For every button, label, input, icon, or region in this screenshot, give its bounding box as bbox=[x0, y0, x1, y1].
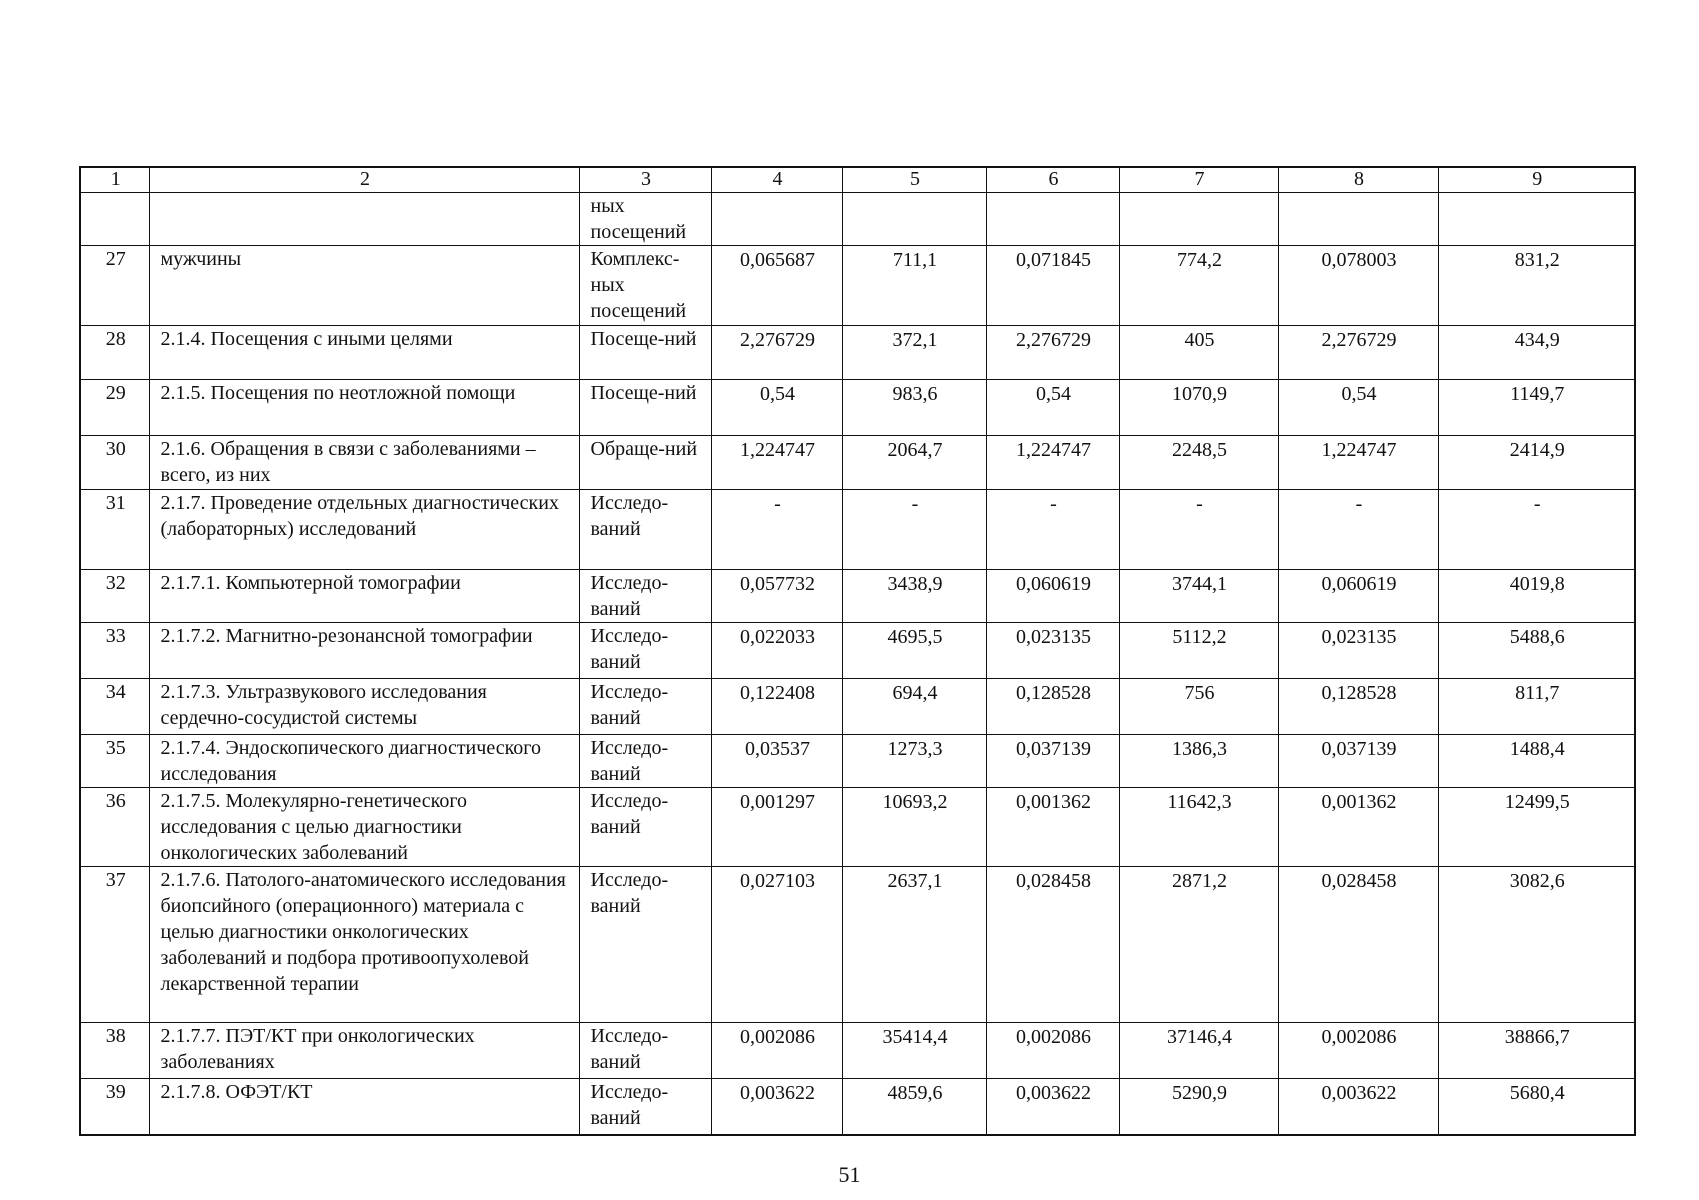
row-number: 35 bbox=[80, 735, 149, 788]
value-col-8: 0,078003 bbox=[1278, 246, 1438, 326]
value-col-4: - bbox=[711, 490, 842, 570]
row-number: 37 bbox=[80, 867, 149, 1023]
row-number: 29 bbox=[80, 380, 149, 436]
value-col-8: 0,023135 bbox=[1278, 623, 1438, 679]
column-header: 7 bbox=[1119, 167, 1278, 193]
value-col-5: 694,4 bbox=[842, 679, 986, 735]
value-col-5: 372,1 bbox=[842, 326, 986, 380]
value-col-9: 3082,6 bbox=[1438, 867, 1635, 1023]
value-col-9: 4019,8 bbox=[1438, 570, 1635, 623]
row-number: 27 bbox=[80, 246, 149, 326]
column-header: 3 bbox=[579, 167, 711, 193]
value-col-9: 12499,5 bbox=[1438, 788, 1635, 867]
value-col-7: 37146,4 bbox=[1119, 1023, 1278, 1079]
row-number: 34 bbox=[80, 679, 149, 735]
value-col-4: 0,022033 bbox=[711, 623, 842, 679]
value-col-7: 5112,2 bbox=[1119, 623, 1278, 679]
value-col-8: 0,54 bbox=[1278, 380, 1438, 436]
data-table bbox=[79, 166, 1636, 1136]
value-col-5: 711,1 bbox=[842, 246, 986, 326]
indicator-name: 2.1.7.2. Магнитно-резонансной томографии bbox=[149, 623, 579, 679]
unit-of-measure: ных посещений bbox=[579, 193, 711, 246]
page-number: 51 bbox=[838, 1162, 861, 1187]
row-number: 36 bbox=[80, 788, 149, 867]
value-col-4: 0,057732 bbox=[711, 570, 842, 623]
row-number: 32 bbox=[80, 570, 149, 623]
value-col-6: - bbox=[986, 490, 1119, 570]
value-col-8: 0,003622 bbox=[1278, 1079, 1438, 1135]
value-col-4: 1,224747 bbox=[711, 436, 842, 490]
value-col-4 bbox=[711, 193, 842, 246]
table-row bbox=[80, 1079, 1635, 1135]
row-number bbox=[80, 193, 149, 246]
value-col-4: 0,065687 bbox=[711, 246, 842, 326]
table-row bbox=[80, 193, 1635, 246]
indicator-name: 2.1.4. Посещения с иными целями bbox=[149, 326, 579, 380]
value-col-9: 5680,4 bbox=[1438, 1079, 1635, 1135]
indicator-name: 2.1.7.3. Ультразвукового исследования сердечно-сосудистой системы bbox=[149, 679, 579, 735]
unit-of-measure: Исследо-ваний bbox=[579, 1079, 711, 1135]
unit-of-measure: Исследо-ваний bbox=[579, 867, 711, 1023]
value-col-9: 434,9 bbox=[1438, 326, 1635, 380]
value-col-7: 774,2 bbox=[1119, 246, 1278, 326]
value-col-7: 11642,3 bbox=[1119, 788, 1278, 867]
value-col-5: 1273,3 bbox=[842, 735, 986, 788]
value-col-5: - bbox=[842, 490, 986, 570]
value-col-9: 5488,6 bbox=[1438, 623, 1635, 679]
value-col-5: 35414,4 bbox=[842, 1023, 986, 1079]
value-col-9: 831,2 bbox=[1438, 246, 1635, 326]
value-col-4: 0,003622 bbox=[711, 1079, 842, 1135]
value-col-6: 0,028458 bbox=[986, 867, 1119, 1023]
unit-of-measure: Исследо-ваний bbox=[579, 679, 711, 735]
value-col-5: 10693,2 bbox=[842, 788, 986, 867]
column-header: 5 bbox=[842, 167, 986, 193]
unit-of-measure: Исследо-ваний bbox=[579, 735, 711, 788]
header-row bbox=[80, 167, 1635, 193]
value-col-8: 0,002086 bbox=[1278, 1023, 1438, 1079]
value-col-5: 3438,9 bbox=[842, 570, 986, 623]
value-col-5: 4695,5 bbox=[842, 623, 986, 679]
indicator-name: 2.1.7.5. Молекулярно-генетического исследования с целью диагностики онкологических заболеваний bbox=[149, 788, 579, 867]
unit-of-measure: Исследо-ваний bbox=[579, 788, 711, 867]
value-col-7: 2248,5 bbox=[1119, 436, 1278, 490]
row-number: 39 bbox=[80, 1079, 149, 1135]
value-col-6: 0,037139 bbox=[986, 735, 1119, 788]
unit-of-measure: Исследо-ваний bbox=[579, 1023, 711, 1079]
row-number: 38 bbox=[80, 1023, 149, 1079]
unit-of-measure: Исследо-ваний bbox=[579, 623, 711, 679]
value-col-6: 0,003622 bbox=[986, 1079, 1119, 1135]
value-col-8: - bbox=[1278, 490, 1438, 570]
row-number: 30 bbox=[80, 436, 149, 490]
value-col-8: 0,128528 bbox=[1278, 679, 1438, 735]
value-col-6: 0,023135 bbox=[986, 623, 1119, 679]
table-row bbox=[80, 380, 1635, 436]
value-col-7: 1070,9 bbox=[1119, 380, 1278, 436]
value-col-8: 1,224747 bbox=[1278, 436, 1438, 490]
column-header: 9 bbox=[1438, 167, 1635, 193]
value-col-9: 2414,9 bbox=[1438, 436, 1635, 490]
indicator-name: 2.1.7.6. Патолого-анатомического исследования биопсийного (операционного) материала с целью диагностики онкологических заболеваний и подбора противоопухолевой лекарственной терапии bbox=[149, 867, 579, 1023]
row-number: 33 bbox=[80, 623, 149, 679]
table-row bbox=[80, 326, 1635, 380]
value-col-5 bbox=[842, 193, 986, 246]
column-header: 4 bbox=[711, 167, 842, 193]
value-col-9: 1149,7 bbox=[1438, 380, 1635, 436]
row-number: 31 bbox=[80, 490, 149, 570]
value-col-4: 0,03537 bbox=[711, 735, 842, 788]
value-col-6 bbox=[986, 193, 1119, 246]
table-row bbox=[80, 679, 1635, 735]
value-col-8 bbox=[1278, 193, 1438, 246]
value-col-7 bbox=[1119, 193, 1278, 246]
value-col-9: 811,7 bbox=[1438, 679, 1635, 735]
value-col-4: 0,001297 bbox=[711, 788, 842, 867]
unit-of-measure: Посеще-ний bbox=[579, 326, 711, 380]
table-row bbox=[80, 570, 1635, 623]
table-row bbox=[80, 246, 1635, 326]
value-col-8: 0,060619 bbox=[1278, 570, 1438, 623]
value-col-6: 0,071845 bbox=[986, 246, 1119, 326]
value-col-7: 3744,1 bbox=[1119, 570, 1278, 623]
value-col-6: 0,002086 bbox=[986, 1023, 1119, 1079]
unit-of-measure: Исследо-ваний bbox=[579, 490, 711, 570]
value-col-6: 0,001362 bbox=[986, 788, 1119, 867]
value-col-8: 0,037139 bbox=[1278, 735, 1438, 788]
value-col-9: - bbox=[1438, 490, 1635, 570]
value-col-7: 2871,2 bbox=[1119, 867, 1278, 1023]
value-col-7: 1386,3 bbox=[1119, 735, 1278, 788]
table-row bbox=[80, 623, 1635, 679]
table-row bbox=[80, 490, 1635, 570]
value-col-9: 1488,4 bbox=[1438, 735, 1635, 788]
value-col-7: 756 bbox=[1119, 679, 1278, 735]
value-col-6: 1,224747 bbox=[986, 436, 1119, 490]
value-col-7: 5290,9 bbox=[1119, 1079, 1278, 1135]
value-col-6: 0,060619 bbox=[986, 570, 1119, 623]
unit-of-measure: Посеще-ний bbox=[579, 380, 711, 436]
column-header: 2 bbox=[149, 167, 579, 193]
indicator-name: 2.1.7.8. ОФЭТ/КТ bbox=[149, 1079, 579, 1135]
column-header: 8 bbox=[1278, 167, 1438, 193]
value-col-4: 0,002086 bbox=[711, 1023, 842, 1079]
value-col-4: 0,027103 bbox=[711, 867, 842, 1023]
row-number: 28 bbox=[80, 326, 149, 380]
value-col-8: 2,276729 bbox=[1278, 326, 1438, 380]
value-col-5: 4859,6 bbox=[842, 1079, 986, 1135]
column-header: 1 bbox=[80, 167, 149, 193]
value-col-5: 2637,1 bbox=[842, 867, 986, 1023]
indicator-name: 2.1.5. Посещения по неотложной помощи bbox=[149, 380, 579, 436]
value-col-7: 405 bbox=[1119, 326, 1278, 380]
unit-of-measure: Исследо-ваний bbox=[579, 570, 711, 623]
table-row bbox=[80, 1023, 1635, 1079]
indicator-name: мужчины bbox=[149, 246, 579, 326]
value-col-9: 38866,7 bbox=[1438, 1023, 1635, 1079]
value-col-5: 2064,7 bbox=[842, 436, 986, 490]
value-col-8: 0,001362 bbox=[1278, 788, 1438, 867]
indicator-name: 2.1.7.7. ПЭТ/КТ при онкологических заболеваниях bbox=[149, 1023, 579, 1079]
column-header: 6 bbox=[986, 167, 1119, 193]
table-row bbox=[80, 735, 1635, 788]
indicator-name: 2.1.7. Проведение отдельных диагностических (лабораторных) исследований bbox=[149, 490, 579, 570]
unit-of-measure: Обраще-ний bbox=[579, 436, 711, 490]
indicator-name: 2.1.6. Обращения в связи с заболеваниями – всего, из них bbox=[149, 436, 579, 490]
value-col-4: 0,54 bbox=[711, 380, 842, 436]
value-col-4: 0,122408 bbox=[711, 679, 842, 735]
value-col-9 bbox=[1438, 193, 1635, 246]
indicator-name: 2.1.7.1. Компьютерной томографии bbox=[149, 570, 579, 623]
value-col-6: 2,276729 bbox=[986, 326, 1119, 380]
table-row bbox=[80, 436, 1635, 490]
value-col-6: 0,128528 bbox=[986, 679, 1119, 735]
indicator-name bbox=[149, 193, 579, 246]
table-row bbox=[80, 867, 1635, 1023]
unit-of-measure: Комплекс-ных посещений bbox=[579, 246, 711, 326]
table-row bbox=[80, 788, 1635, 867]
value-col-7: - bbox=[1119, 490, 1278, 570]
value-col-6: 0,54 bbox=[986, 380, 1119, 436]
value-col-5: 983,6 bbox=[842, 380, 986, 436]
indicator-name: 2.1.7.4. Эндоскопического диагностического исследования bbox=[149, 735, 579, 788]
value-col-8: 0,028458 bbox=[1278, 867, 1438, 1023]
value-col-4: 2,276729 bbox=[711, 326, 842, 380]
